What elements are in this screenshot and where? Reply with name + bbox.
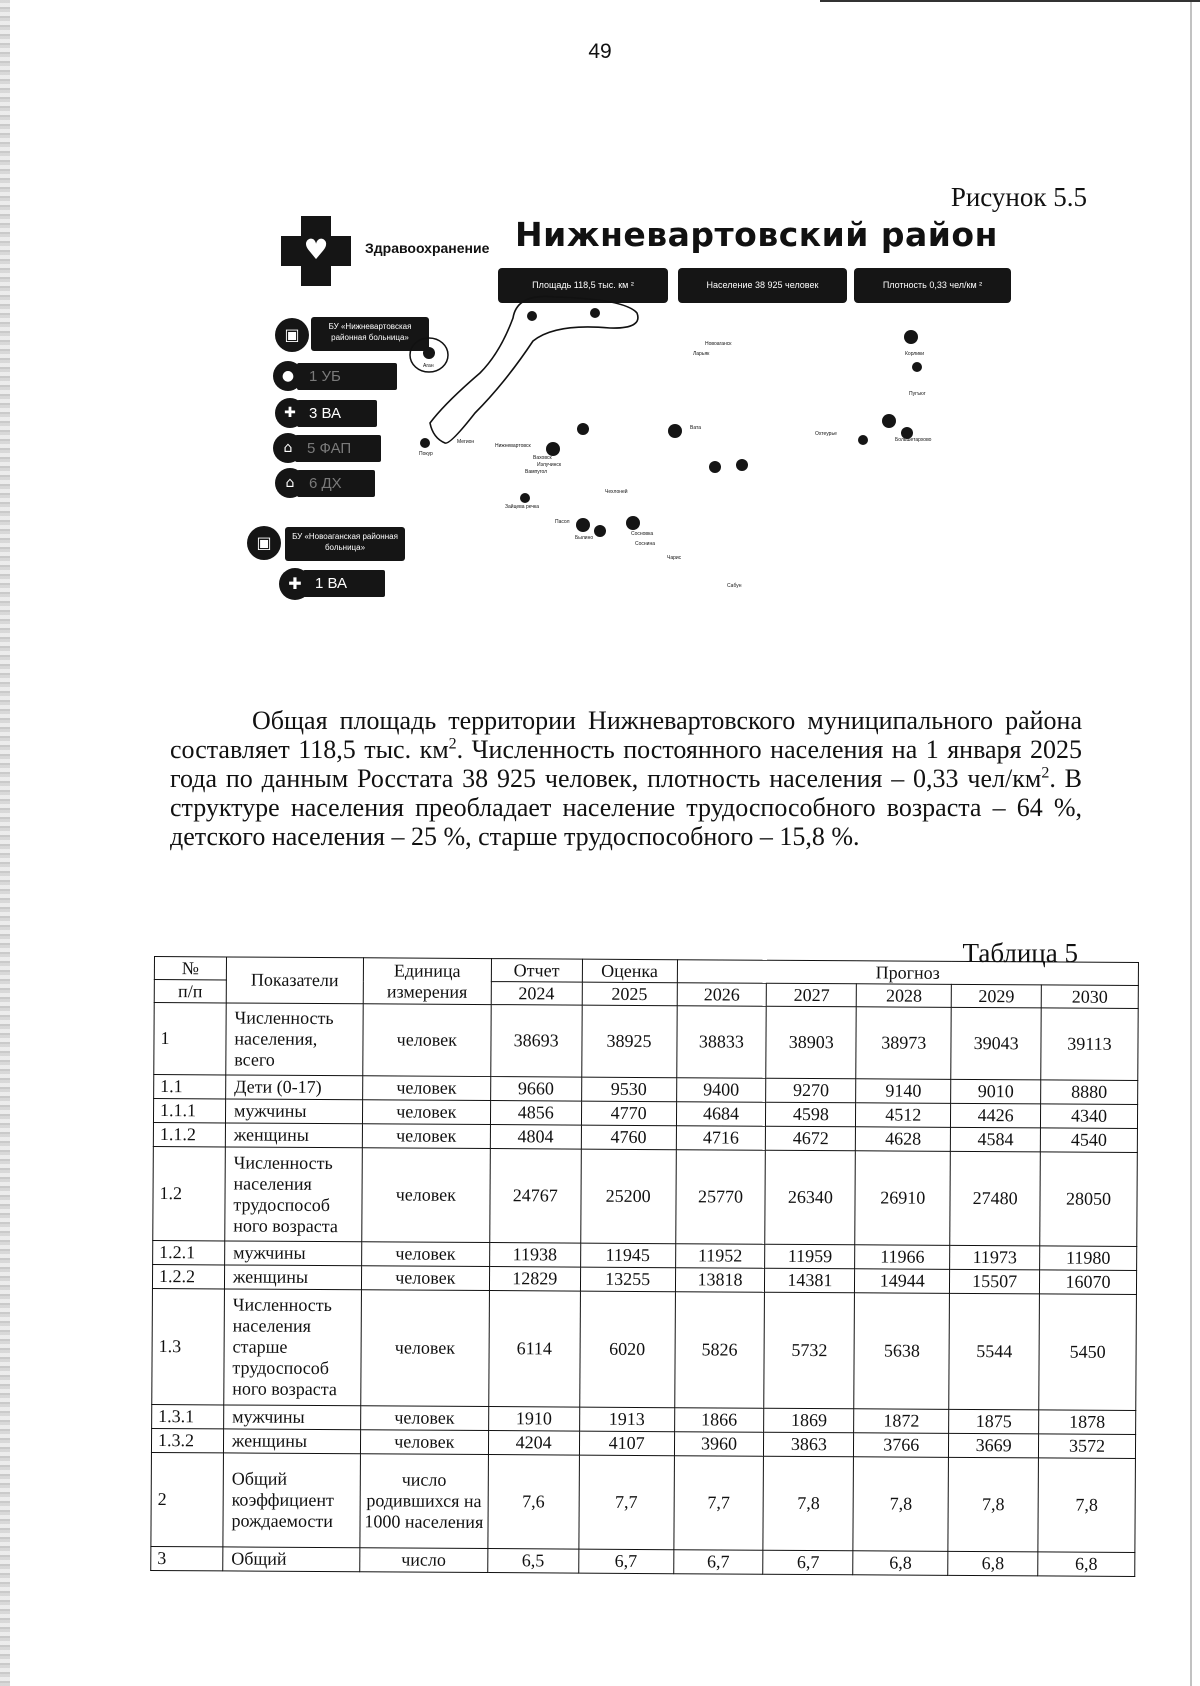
header-year: 2026 xyxy=(677,983,767,1007)
svg-text:Сабун: Сабун xyxy=(727,583,742,589)
svg-text:Вата: Вата xyxy=(690,425,702,431)
row-label: Численность населения, всего xyxy=(226,1003,363,1076)
cell-value: 1872 xyxy=(854,1409,949,1434)
unit-fap: 5 ФАП xyxy=(295,435,381,462)
table-row xyxy=(153,1146,1138,1246)
cell-value: 6,7 xyxy=(578,1549,673,1574)
paragraph-part-3: . В структуре населения преобладает население трудоспособного возраста – 64 %, детского населения – 25 %, старше трудоспособного – 15,8 %. xyxy=(170,764,1083,851)
row-number: 1.1.1 xyxy=(153,1099,225,1123)
settlement-marker xyxy=(527,311,537,321)
cell-value: 8880 xyxy=(1041,1080,1138,1105)
svg-text:Чарис: Чарис xyxy=(667,555,682,561)
cell-value: 9400 xyxy=(676,1078,766,1103)
cell-value: 11952 xyxy=(675,1244,765,1269)
cell-value: 1869 xyxy=(764,1408,854,1433)
svg-text:Охтеурье: Охтеурье xyxy=(815,431,837,437)
row-label: Численность населения трудоспособ ного возраста xyxy=(225,1147,362,1242)
superscript-2: 2 xyxy=(1041,764,1050,782)
header-year: 2029 xyxy=(951,984,1041,1008)
settlement-marker xyxy=(912,362,922,372)
cell-value: 6,7 xyxy=(763,1550,853,1575)
cell-value: 11938 xyxy=(489,1243,580,1268)
cell-value: 25200 xyxy=(580,1149,675,1244)
cell-value: 7,8 xyxy=(948,1457,1038,1552)
cell-value: 16070 xyxy=(1040,1270,1137,1295)
row-unit: человек xyxy=(362,1076,490,1101)
cell-value: 4107 xyxy=(579,1431,674,1456)
cell-value: 13818 xyxy=(675,1268,765,1293)
org-box-nizhnevartovsk-hospital: БУ «Нижневартовская районная больница» xyxy=(311,317,429,351)
superscript-2: 2 xyxy=(448,735,457,753)
header-no-sub: п/п xyxy=(154,980,226,1003)
cell-value: 3572 xyxy=(1039,1434,1136,1459)
cell-value: 1875 xyxy=(949,1409,1039,1434)
house-icon: ⌂ xyxy=(275,468,305,498)
paragraph-part-1: Общая площадь территории Нижневартовского муниципального района составляет 118,5 тыс. км xyxy=(170,706,1082,764)
cell-value: 4584 xyxy=(951,1127,1041,1152)
svg-text:Нижневартовск: Нижневартовск xyxy=(495,443,531,449)
stat-population: Население 38 925 человек xyxy=(678,268,847,303)
stat-area: Площадь 118,5 тыс. км ² xyxy=(498,268,668,303)
settlement-marker xyxy=(904,330,918,344)
header-no: № xyxy=(154,957,226,980)
cell-value: 6,8 xyxy=(853,1551,948,1576)
settlement-marker xyxy=(709,461,721,473)
cell-value: 5544 xyxy=(949,1293,1040,1410)
svg-text:Большетархово: Большетархово xyxy=(895,437,932,443)
cell-value: 4540 xyxy=(1040,1128,1137,1153)
table-row xyxy=(154,1003,1138,1081)
row-label: женщины xyxy=(223,1429,360,1454)
cell-value: 38973 xyxy=(856,1007,951,1080)
cell-value: 1866 xyxy=(674,1408,764,1433)
cell-value: 4770 xyxy=(581,1101,676,1126)
settlement-marker xyxy=(858,435,868,445)
hospital-icon: ▣ xyxy=(247,526,281,560)
svg-text:Новоаганск: Новоаганск xyxy=(705,341,732,347)
medical-icon: ✚ xyxy=(279,568,311,600)
row-number: 1.1 xyxy=(154,1075,226,1099)
header-year: 2025 xyxy=(582,982,677,1006)
row-unit: человек xyxy=(361,1266,489,1291)
header-unit: Единица измерения xyxy=(363,958,491,1005)
clinic-icon: ● xyxy=(273,361,303,391)
unit-va: 3 ВА xyxy=(297,400,377,427)
cell-value: 38903 xyxy=(766,1006,856,1079)
cell-value: 3669 xyxy=(949,1433,1039,1458)
row-unit: число xyxy=(360,1548,488,1573)
cell-value: 5732 xyxy=(764,1292,855,1409)
row-unit: человек xyxy=(362,1124,490,1149)
svg-text:Аган: Аган xyxy=(423,363,434,369)
row-number: 1.2.1 xyxy=(153,1240,225,1264)
row-unit: человек xyxy=(360,1406,488,1431)
header-year: 2027 xyxy=(767,983,857,1007)
row-number: 1.2 xyxy=(153,1146,225,1240)
cell-value: 27480 xyxy=(950,1151,1040,1246)
district-title: Нижневартовский район xyxy=(515,215,998,254)
org-box-novoaganskaya-hospital: БУ «Новоаганская районная больница» xyxy=(285,527,405,561)
row-unit: человек xyxy=(363,1004,491,1077)
settlement-marker xyxy=(736,459,748,471)
svg-text:Былино: Былино xyxy=(575,535,594,541)
brand-label: Здравоохранение xyxy=(365,240,490,256)
cell-value: 3863 xyxy=(764,1432,854,1457)
cell-value: 4426 xyxy=(951,1103,1041,1128)
row-label: женщины xyxy=(224,1265,361,1290)
header-year: 2030 xyxy=(1041,985,1138,1009)
svg-text:Пасол: Пасол xyxy=(555,519,570,525)
cell-value: 26910 xyxy=(855,1151,950,1246)
cell-value: 38833 xyxy=(676,1006,766,1079)
row-number: 1.1.2 xyxy=(153,1123,225,1147)
cell-value: 4804 xyxy=(490,1125,581,1150)
row-unit: число родившихся на 1000 населения xyxy=(360,1454,488,1549)
population-table xyxy=(150,956,1139,1577)
cell-value: 4598 xyxy=(766,1102,856,1127)
table-header-row xyxy=(154,957,1138,986)
row-label: мужчины xyxy=(224,1405,361,1430)
header-indicator: Показатели xyxy=(226,957,363,1004)
cell-value: 3960 xyxy=(674,1432,764,1457)
row-unit: человек xyxy=(362,1148,490,1243)
table-row xyxy=(151,1452,1136,1552)
cell-value: 11980 xyxy=(1040,1246,1137,1271)
cell-value: 6114 xyxy=(489,1291,581,1408)
svg-text:Пугъюг: Пугъюг xyxy=(909,391,926,397)
cell-value: 4204 xyxy=(488,1431,579,1456)
settlement-marker xyxy=(576,518,590,532)
cell-value: 9660 xyxy=(490,1077,581,1102)
cell-value: 6,8 xyxy=(948,1551,1038,1576)
cell-value: 39113 xyxy=(1041,1008,1138,1081)
medical-icon: ✚ xyxy=(275,398,305,428)
settlement-marker xyxy=(423,347,435,359)
cell-value: 7,8 xyxy=(763,1456,853,1551)
figure-caption: Рисунок 5.5 xyxy=(950,182,1087,212)
unit-va-2: 1 ВА xyxy=(303,570,385,597)
row-unit: человек xyxy=(361,1242,489,1267)
cell-value: 15507 xyxy=(950,1269,1040,1294)
row-number: 1.3 xyxy=(152,1288,225,1404)
svg-text:Корлики: Корлики xyxy=(905,351,924,357)
cell-value: 4340 xyxy=(1041,1104,1138,1129)
cell-value: 11973 xyxy=(950,1245,1040,1270)
header-report: Отчет xyxy=(491,959,582,983)
cell-value: 14944 xyxy=(855,1269,950,1294)
medical-cross-logo xyxy=(281,216,351,286)
svg-text:Покур: Покур xyxy=(419,451,433,457)
row-unit: человек xyxy=(362,1100,490,1125)
cell-value: 9010 xyxy=(951,1079,1041,1104)
svg-text:Зайцева речка: Зайцева речка xyxy=(505,504,540,510)
cell-value: 5450 xyxy=(1039,1294,1137,1411)
cell-value: 4716 xyxy=(676,1126,766,1151)
paramedic-icon: ⌂ xyxy=(273,433,303,463)
row-label: Общий коэффициент рождаемости xyxy=(223,1453,360,1548)
svg-text:Сосновка: Сосновка xyxy=(631,531,654,537)
cell-value: 7,7 xyxy=(673,1456,763,1551)
row-number: 1 xyxy=(154,1003,226,1075)
svg-text:Чехлоней: Чехлоней xyxy=(605,489,628,495)
settlement-marker xyxy=(882,414,896,428)
cell-value: 14381 xyxy=(765,1268,855,1293)
svg-text:Мегион: Мегион xyxy=(457,439,475,445)
cell-value: 39043 xyxy=(951,1007,1041,1080)
page-number: 49 xyxy=(588,40,612,63)
cell-value: 9530 xyxy=(581,1077,676,1102)
cell-value: 26340 xyxy=(765,1150,855,1245)
cell-value: 1878 xyxy=(1039,1410,1136,1435)
cell-value: 6,7 xyxy=(673,1550,763,1575)
cell-value: 7,8 xyxy=(853,1457,948,1552)
row-number: 1.3.2 xyxy=(151,1428,223,1452)
unit-ub: 1 УБ xyxy=(297,363,397,390)
cell-value: 4760 xyxy=(581,1125,676,1150)
scan-edge-left xyxy=(0,0,10,1686)
row-number: 3 xyxy=(151,1546,223,1570)
heart-icon: ♥ xyxy=(303,233,329,266)
cell-value: 6020 xyxy=(579,1291,675,1408)
cell-value: 5826 xyxy=(674,1292,765,1409)
cell-value: 11945 xyxy=(580,1243,675,1268)
cell-value: 4512 xyxy=(856,1103,951,1128)
row-unit: человек xyxy=(360,1430,488,1455)
cell-value: 9270 xyxy=(766,1078,856,1103)
cell-value: 38925 xyxy=(581,1005,676,1078)
cell-value: 11966 xyxy=(855,1245,950,1270)
cell-value: 4628 xyxy=(856,1127,951,1152)
district-map xyxy=(405,283,1025,643)
header-forecast: Прогноз xyxy=(677,960,1139,986)
cell-value: 9140 xyxy=(856,1079,951,1104)
paragraph-part-2: . Численность постоянного населения на 1 января 2025 года по данным Росстата 38 925 человек, плотность населения – 0,33 чел/км xyxy=(170,735,1082,793)
svg-text:Излучинск: Излучинск xyxy=(537,462,562,468)
cell-value: 6,5 xyxy=(487,1549,578,1574)
row-label: Дети (0-17) xyxy=(226,1075,363,1100)
row-label: женщины xyxy=(225,1123,362,1148)
row-unit: человек xyxy=(361,1290,490,1407)
cell-value: 38693 xyxy=(491,1005,582,1078)
row-number: 2 xyxy=(151,1452,223,1546)
svg-text:Ларьяк: Ларьяк xyxy=(693,351,710,357)
body-paragraph xyxy=(170,706,1082,851)
cell-value: 28050 xyxy=(1040,1152,1137,1247)
cell-value: 1910 xyxy=(488,1407,579,1432)
settlement-marker xyxy=(594,525,606,537)
table-row xyxy=(151,1546,1135,1576)
settlement-marker xyxy=(520,493,530,503)
header-estimate: Оценка xyxy=(582,959,677,983)
cell-value: 1913 xyxy=(579,1407,674,1432)
row-label: Численность населения старше трудоспособ ного возраста xyxy=(224,1289,362,1406)
cell-value: 13255 xyxy=(580,1267,675,1292)
cell-value: 11959 xyxy=(765,1244,855,1269)
scan-top-line xyxy=(820,0,1200,2)
cell-value: 7,7 xyxy=(579,1455,674,1550)
hospital-icon: ▣ xyxy=(275,318,309,352)
row-number: 1.3.1 xyxy=(152,1404,224,1428)
cell-value: 7,6 xyxy=(488,1455,579,1550)
settlement-marker xyxy=(577,423,589,435)
row-label: мужчины xyxy=(225,1099,362,1124)
row-number: 1.2.2 xyxy=(152,1264,224,1288)
cell-value: 12829 xyxy=(489,1267,580,1292)
cell-value: 4856 xyxy=(490,1101,581,1126)
cell-value: 4672 xyxy=(766,1126,856,1151)
settlement-marker xyxy=(546,442,560,456)
cell-value: 25770 xyxy=(675,1150,765,1245)
table-row xyxy=(152,1288,1137,1410)
cell-value: 6,8 xyxy=(1038,1552,1135,1577)
cell-value: 5638 xyxy=(854,1293,950,1410)
settlement-marker xyxy=(626,516,640,530)
cell-value: 4684 xyxy=(676,1102,766,1127)
svg-text:Ваховск: Ваховск xyxy=(533,455,552,461)
scan-edge-right xyxy=(1190,0,1192,1686)
settlement-marker xyxy=(420,438,430,448)
row-label: Общий xyxy=(223,1547,360,1572)
table-caption: Таблица 5 xyxy=(962,938,1078,968)
svg-text:Соснина: Соснина xyxy=(635,541,655,547)
header-year: 2028 xyxy=(857,984,952,1008)
cell-value: 24767 xyxy=(490,1149,581,1244)
svg-text:Вампугол: Вампугол xyxy=(525,469,548,475)
settlement-marker xyxy=(590,308,600,318)
unit-dh: 6 ДХ xyxy=(297,470,375,497)
row-label: мужчины xyxy=(225,1241,362,1266)
cell-value: 7,8 xyxy=(1038,1458,1135,1553)
stat-density: Плотность 0,33 чел/км ² xyxy=(854,268,1011,303)
header-year: 2024 xyxy=(491,982,582,1006)
infographic-figure xyxy=(245,205,1025,645)
settlement-marker xyxy=(668,424,682,438)
cell-value: 3766 xyxy=(854,1433,949,1458)
